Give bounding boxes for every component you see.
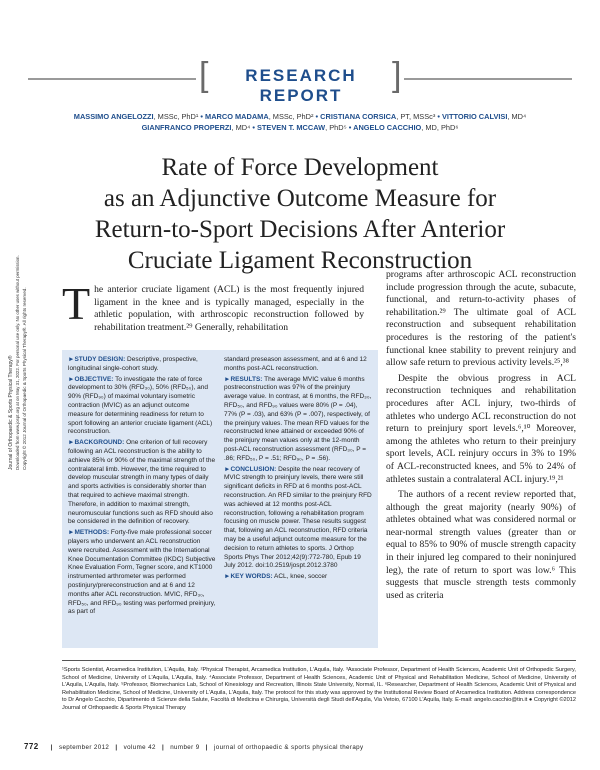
author-name: VITTORIO CALVISI bbox=[441, 112, 508, 121]
author-degree: , MD⁴ bbox=[231, 123, 251, 132]
section-banner bbox=[0, 56, 600, 105]
abstract-bullet-icon: ► bbox=[224, 465, 231, 473]
author-name: MARCO MADAMA bbox=[205, 112, 269, 121]
abstract-bullet-icon: ► bbox=[224, 375, 231, 383]
abstract-text: To investigate the rate of force development to 30% (RFD₃₀), 50% (RFD₅₀), and 90% (RFD₉₀) of maximal voluntary isometric contraction (MVIC) as an adjunct outcome measure for determining readiness for return to sport following an anterior cruciate ligament (ACL) reconstruction. bbox=[68, 375, 213, 436]
abstract-section bbox=[68, 356, 216, 374]
abstract-section bbox=[68, 376, 216, 438]
footer-number: number 9 bbox=[170, 744, 200, 751]
author-degree: , PhD⁵ bbox=[325, 123, 347, 132]
author-name: MASSIMO ANGELOZZI bbox=[73, 112, 154, 121]
abstract-bullet-icon: ► bbox=[68, 439, 75, 447]
side-note-line: Downloaded from www.jospt.org at on May 31, 2022. For personal use only. No other uses without permission. bbox=[15, 255, 20, 470]
author-name: GIANFRANCO PROPERZI bbox=[141, 123, 232, 132]
side-note-line: Copyright © 2012 Journal of Orthopaedic & Sports Physical Therapy®. All rights reserved. bbox=[22, 287, 27, 470]
abstract-text: Forty-five male professional soccer players who underwent an ACL reconstruction were recruited. Assessment with the International Knee Documentation Committee (IKDC) Subjective Knee Evaluation Form, Tegner score, and KT1000 instrumented arthrometer was performed postinjury/prereconstruction and at 6 and 12 months after ACL reconstruction. MVIC, RFD₃₀, RFD₅₀, and RFD₉₀ testing was performed preinjury, as part of bbox=[68, 529, 216, 616]
abstract-text: One criterion of full recovery following an ACL reconstruction is the ability to achieve 85% or 90% of the maximal strength of the contralateral limb. However, the time required to develop muscular strength in many types of daily and sports activities is considerably shorter than that required to achieve maximal strength. Therefore, in addition to maximal strength, neuromuscular functions such as RFD should also be considered in the definition of recovery. bbox=[68, 439, 216, 526]
title-line: Return-to-Sport Decisions After Anterior bbox=[94, 216, 506, 243]
footer-separator: | bbox=[205, 744, 208, 751]
abstract-bullet-icon: ► bbox=[224, 573, 231, 581]
abstract-heading: METHODS: bbox=[74, 529, 110, 537]
intro-paragraph bbox=[62, 278, 364, 334]
author-name: CRISTIANA CORSICA bbox=[320, 112, 397, 121]
author-separator: • bbox=[250, 123, 257, 132]
author-degree: , MSSc, PhD² bbox=[268, 112, 314, 121]
footer-separator: | bbox=[161, 744, 165, 751]
intro-text: he anterior cruciate ligament (ACL) is the most frequently injured ligament in the knee and is typically managed, especially in the athletic population, with arthroscopic reconstruction followed by rehabilitation treatment.²⁹ Generally, rehabilitation bbox=[94, 284, 364, 333]
abstract-section bbox=[224, 376, 372, 464]
author-separator: • bbox=[313, 112, 321, 121]
abstract-heading: KEY WORDS: bbox=[230, 573, 273, 581]
abstract-right-column bbox=[224, 356, 372, 584]
footer-separator: | bbox=[50, 744, 53, 751]
banner-bracket-left: [ bbox=[199, 56, 209, 94]
author-line-2 bbox=[60, 122, 540, 133]
side-note-download bbox=[15, 255, 21, 470]
side-note-copyright bbox=[22, 287, 28, 470]
drop-cap: T bbox=[62, 278, 91, 329]
body-paragraph: The authors of a recent review reported that, although the great majority (nearly 90%) of athletes obtained what was considered normal or near-normal strength values (greater than or equal to 85% to 90% of muscle strength capacity in their injured leg compared to their noninjured leg), the rate of return to sport was low.⁶ This suggests that muscle strength tests commonly used as criteria bbox=[386, 489, 576, 601]
author-degree: , PT, MSSc³ bbox=[396, 112, 436, 121]
banner-bracket-right: ] bbox=[392, 56, 402, 94]
author-name: STEVEN T. MCCAW bbox=[256, 123, 326, 132]
author-separator: • bbox=[346, 123, 354, 132]
abstract-text: Descriptive, prospective, longitudinal single-cohort study. bbox=[68, 356, 198, 372]
author-separator: • bbox=[435, 112, 442, 121]
abstract-section bbox=[224, 356, 372, 374]
abstract-bullet-icon: ► bbox=[68, 529, 75, 537]
abstract-text: ACL, knee, soccer bbox=[272, 573, 328, 581]
article-title bbox=[60, 152, 540, 276]
abstract-bullet-icon: ► bbox=[68, 375, 75, 383]
abstract-text: standard preseason assessment, and at 6 and 12 months post-ACL reconstruction. bbox=[224, 356, 367, 372]
author-degree: , MD⁴ bbox=[507, 112, 527, 121]
abstract-section bbox=[224, 573, 372, 582]
abstract-text: The average MVIC value 6 months postreconstruction was 97% of the preinjury average value. In contrast, at 6 months, the RFD₃₀, RFD₅₀, and RFD₉₀ values were 80% (P = .04), 77% (P = .03), and 63% (P = .007), respectively, of the preinjury values. The mean RFD values for the reconstructed knee attained or exceeded 90% of the preinjury mean values only at the 12-month post-ACL reconstruction assessment (RFD₃₀, P = .86; RFD₅₀, P = .51; RFD₉₀, P = .56). bbox=[224, 375, 372, 462]
page-footer bbox=[24, 742, 584, 751]
body-paragraph: programs after arthroscopic ACL reconstruction include progression through the acute, subacute, functional, and return-to-activity phases of rehabilitation.²⁹ The ultimate goal of ACL reconstruction and subsequent rehabilitation procedures is the restoring of the patient's functional knee stability to prevent reinjury and allow safe return to previous activity levels.²⁵,³⁸ bbox=[386, 269, 576, 369]
abstract-heading: BACKGROUND: bbox=[74, 439, 125, 447]
author-degree: , MSSc, PhD¹ bbox=[153, 112, 199, 121]
abstract-heading: RESULTS: bbox=[230, 375, 263, 383]
footnote-rule bbox=[62, 660, 576, 661]
author-degree: , MD, PhD⁶ bbox=[421, 123, 459, 132]
abstract-heading: OBJECTIVE: bbox=[74, 375, 114, 383]
abstract-heading: CONCLUSION: bbox=[230, 465, 277, 473]
title-line: as an Adjunctive Outcome Measure for bbox=[103, 185, 497, 212]
banner-rule-right bbox=[404, 78, 572, 80]
abstract-box bbox=[62, 350, 378, 648]
page-number: 772 bbox=[24, 742, 39, 751]
banner-rule-left bbox=[28, 78, 196, 80]
side-note-journal bbox=[8, 280, 14, 470]
author-line-1 bbox=[60, 111, 540, 122]
banner-label: RESEARCH REPORT bbox=[245, 66, 357, 105]
footer-volume: volume 42 bbox=[123, 744, 156, 751]
footer-separator: | bbox=[115, 744, 118, 751]
abstract-heading: STUDY DESIGN: bbox=[74, 356, 126, 363]
side-note-line: Journal of Orthopaedic & Sports Physical Therapy® bbox=[8, 355, 14, 470]
author-separator: • bbox=[198, 112, 206, 121]
abstract-section bbox=[68, 439, 216, 527]
body-right-column bbox=[386, 269, 576, 602]
affiliations-footnote: ¹Sports Scientist, Arcamedica Institution, L'Aquila, Italy. ²Physical Therapist, Arcamedica Institution, L'Aquila, Italy. ³Associate Professor, Department of Health Sciences, Academic Unit of Orthopedic Surgery, School of Medicine, University of L'Aquila, L'Aquila, Italy. ⁴Associate Professor, Department of Health Sciences, Academic Unit of Physical and Rehabilitation Medicine, School of Medicine, University of L'Aquila, L'Aquila, Italy. ⁵Professor, Biomechanics Lab, School of Kinesiology and Recreation, Illinois State University, Normal, IL. ⁶Researcher, Department of Health Sciences, Academic Unit of Physical and Rehabilitation Medicine, School of Medicine, University of L'Aquila, L'Aquila, Italy. The protocol for this study was approved by the Institutional Review Board of Arcamedica Institution. Address correspondence to Dr Angelo Cacchio, Dipartimento di Scienze della Salute, Facoltà di Medicina e Chirurgia, Università degli Studi dell'Aquila, Via Vetoio, 67100 L'Aquila, Italy. E-mail: angelo.cacchio@tin.it ● Copyright ©2012 Journal of Orthopaedic & Sports Physical Therapy bbox=[62, 667, 576, 711]
abstract-section bbox=[224, 466, 372, 572]
body-paragraph: Despite the obvious progress in ACL reconstruction techniques and rehabilitation procedures after ACL injury, two-thirds of athletes who undergo ACL reconstruction do not return to preinjury sport levels.⁶,¹⁰ Moreover, among the athletes who return to their preinjury sport levels, ACL reinjury occurs in 3% to 19% of ACL-reconstructed knees, and 5% to 24% of athletes sustain a contralateral ACL injury.¹⁹,²¹ bbox=[386, 372, 576, 485]
abstract-bullet-icon: ► bbox=[68, 356, 75, 363]
author-name: ANGELO CACCHIO bbox=[353, 123, 422, 132]
abstract-section bbox=[68, 529, 216, 617]
abstract-text: Despite the near recovery of MVIC strength to preinjury levels, there were still significant deficits in RFD at 6 months post-ACL reconstruction. An RFD similar to the preinjury RFD was achieved at 12 months post-ACL reconstruction, following a rehabilitation program focusing on muscle power. These results suggest that, following an ACL reconstruction, RFD criteria may be a useful adjunct outcome measure for the decision to return athletes to sports. J Orthop Sports Phys Ther 2012;42(9):772-780, Epub 19 July 2012. doi:10.2519/jospt.2012.3780 bbox=[224, 465, 372, 570]
title-line: Cruciate Ligament Reconstruction bbox=[127, 247, 473, 274]
abstract-left-column bbox=[68, 356, 216, 619]
footer-journal: journal of orthopaedic & sports physical therapy bbox=[213, 744, 364, 751]
title-line: Rate of Force Development bbox=[161, 154, 439, 181]
footer-date: september 2012 bbox=[58, 744, 110, 751]
